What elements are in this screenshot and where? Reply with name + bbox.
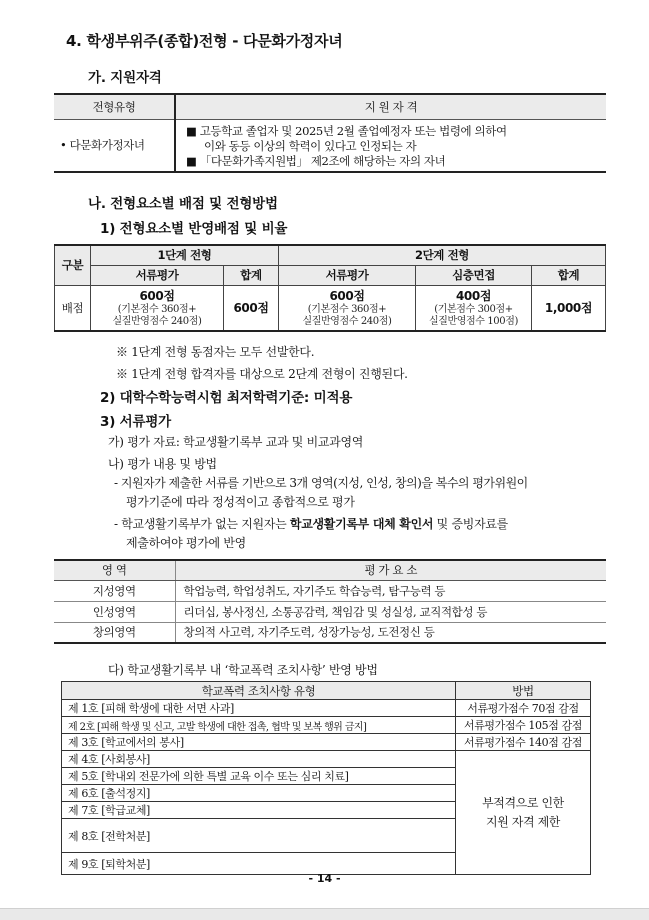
violence-type: 제 2호 [피해 학생 및 신고, 고발 학생에 대한 접촉, 협박 및 보복 행위 금지] (62, 717, 456, 734)
col-header-total: 합계 (224, 265, 279, 285)
s2-doc-detail: 실질반영점수 240점) (302, 316, 392, 328)
bullet-line: 평가기준에 따라 정성적이고 종합적으로 평가 (126, 495, 355, 509)
requirement-line: ■ 「다문화가족지원법」 제2조에 해당하는 자의 자녀 (186, 153, 446, 168)
score-subheading: 1) 전형요소별 반영배점 및 비율 (100, 221, 288, 237)
col-header-violence-type: 학교폭력 조치사항 유형 (62, 682, 456, 700)
s1-doc-cell (91, 285, 224, 331)
violence-type: 제 1호 [피해 학생에 대한 서면 사과] (62, 700, 456, 717)
note: ※ 1단계 전형 동점자는 모두 선발한다. (116, 345, 315, 359)
area-cell: 창의영역 (54, 622, 175, 643)
bullet-line: - 지원자가 제출한 서류를 기반으로 3개 영역(지성, 인성, 창의)을 복수의 평가위원이 (114, 476, 528, 490)
violence-type: 제 8호 [전학처분] (62, 819, 456, 853)
doc-eval-heading: 3) 서류평가 (100, 414, 172, 430)
table-row (54, 580, 606, 601)
area-cell: 인성영역 (54, 601, 175, 622)
col-header-elements: 평 가 요 소 (175, 560, 606, 580)
method-heading: 나. 전형요소별 배점 및 전형방법 (88, 196, 278, 212)
col-header-requirement: 지 원 자 격 (175, 94, 606, 119)
violence-method: 서류평가점수 70점 감점 (456, 700, 591, 717)
violence-heading: 다) 학교생활기록부 내 ‘학교폭력 조치사항’ 반영 방법 (108, 663, 378, 677)
bullet-line: 제출하여야 평가에 반영 (126, 536, 246, 550)
table-row (62, 700, 591, 717)
col-header-total-2: 합계 (532, 265, 606, 285)
s1-doc-score: 600점 (139, 289, 175, 304)
elements-cell: 창의적 사고력, 자기주도력, 성장가능성, 도전정신 등 (175, 622, 606, 643)
elements-cell: 리더십, 봉사정신, 소통공감력, 책임감 및 성실성, 교직적합성 등 (175, 601, 606, 622)
col-header-doc-eval: 서류평가 (91, 265, 224, 285)
s2-interview-detail: 실질반영점수 100점) (429, 316, 518, 328)
s1-doc-detail: 실질반영점수 240점) (112, 316, 202, 328)
bottom-bar (0, 908, 649, 920)
table-row (62, 734, 591, 751)
col-header-interview: 심층면접 (416, 265, 532, 285)
bullet-line (114, 515, 508, 532)
col-header-stage1: 1단계 전형 (91, 245, 279, 265)
col-header-violence-method: 방법 (456, 682, 591, 700)
row-label: 배점 (55, 285, 91, 331)
elements-cell: 학업능력, 학업성취도, 자기주도 학습능력, 탐구능력 등 (175, 580, 606, 601)
item-na: 나) 평가 내용 및 방법 (108, 457, 217, 471)
type-value: • 다문화가정자녀 (54, 119, 175, 172)
violence-method: 서류평가점수 105점 감점 (456, 717, 591, 734)
merged-line: 지원 자격 제한 (486, 814, 560, 829)
s2-doc-cell (279, 285, 416, 331)
violence-type: 제 7호 [학급교체] (62, 802, 456, 819)
note: ※ 1단계 전형 합격자를 대상으로 2단계 전형이 진행된다. (116, 367, 408, 381)
min-standard-heading: 2) 대학수학능력시험 최저학력기준: 미적용 (100, 390, 353, 406)
requirement-line: 이와 동등 이상의 학력이 있다고 인정되는 자 (204, 138, 417, 153)
violence-type: 제 4호 [사회봉사] (62, 751, 456, 768)
s2-interview-detail: (기본점수 300점+ (434, 304, 513, 316)
bullet-text: - 학교생활기록부가 없는 지원자는 (114, 517, 290, 531)
s2-interview-score: 400점 (455, 289, 492, 304)
table-row (54, 622, 606, 643)
violence-type: 제 6호 [출석정지] (62, 785, 456, 802)
violence-type: 제 5호 [학내외 전문가에 의한 특별 교육 이수 또는 심리 치료] (62, 768, 456, 785)
table-row (62, 751, 591, 768)
area-cell: 지성영역 (54, 580, 175, 601)
requirement-line: ■ 고등학교 졸업자 및 2025년 2월 졸업예정자 또는 법령에 의하여 (186, 123, 507, 138)
s2-doc-score: 600점 (329, 289, 365, 304)
bullet-bold-text: 학교생활기록부 대체 확인서 (289, 517, 434, 531)
requirement-cell (175, 119, 606, 172)
violence-table (61, 681, 591, 875)
s2-doc-detail: (기본점수 360점+ (307, 304, 387, 316)
s1-doc-detail: (기본점수 360점+ (117, 304, 197, 316)
s2-interview-cell (416, 285, 532, 331)
bullet-text: 및 증빙자료를 (433, 517, 508, 531)
violence-type: 제 9호 [퇴학처분] (62, 853, 456, 875)
merged-line: 부적격으로 인한 (482, 795, 564, 810)
score-table (54, 244, 606, 332)
s2-total: 1,000점 (532, 285, 606, 331)
violence-method-merged (456, 751, 591, 875)
item-ga: 가) 평가 자료: 학교생활기록부 교과 및 비교과영역 (108, 435, 364, 449)
table-row (62, 717, 591, 734)
col-header-doc-eval-2: 서류평가 (279, 265, 416, 285)
s1-total: 600점 (224, 285, 279, 331)
qualification-table (54, 93, 606, 173)
col-header-group: 구분 (55, 245, 91, 285)
col-header-stage2: 2단계 전형 (279, 245, 606, 265)
page-number: - 14 - (308, 872, 341, 885)
table-row (54, 601, 606, 622)
col-header-area: 영 역 (54, 560, 175, 580)
qualification-heading: 가. 지원자격 (88, 70, 162, 86)
violence-method: 서류평가점수 140점 감점 (456, 734, 591, 751)
page-title: 4. 학생부위주(종합)전형 - 다문화가정자녀 (66, 32, 343, 50)
col-header-type: 전형유형 (54, 94, 175, 119)
eval-elements-table (54, 559, 606, 644)
violence-type: 제 3호 [학교에서의 봉사] (62, 734, 456, 751)
